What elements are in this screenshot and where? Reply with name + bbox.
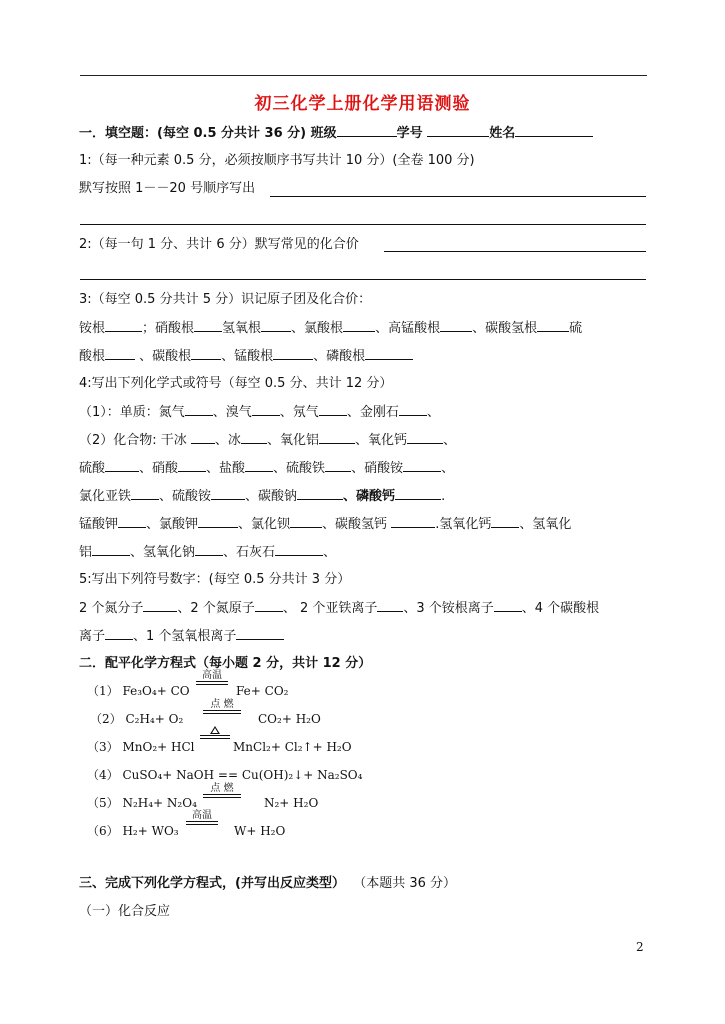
section3-subheading: （一）化合反应 [79,904,171,919]
q4-row-2 [79,431,456,450]
text-segment: 氢氧根 [222,321,262,336]
answer-blank[interactable] [537,319,569,332]
text-segment: N₂H₄+ N₂O₄ [122,796,197,810]
q1-prompt: 默写按照 1－－20 号顺序写出 [79,181,256,196]
text-segment: （2） [90,712,122,726]
text-segment: 、硫酸铁 [273,461,326,476]
answer-blank[interactable] [105,347,135,360]
text-segment: CO₂+ H₂O [258,712,321,726]
answer-blank[interactable] [319,431,355,444]
text-segment: 铵根 [79,321,106,336]
answer-blank[interactable] [407,431,443,444]
text-segment: 、氧化铝 [266,433,319,448]
q2-answer-line-2[interactable] [80,279,646,280]
answer-blank[interactable] [143,599,177,612]
q4-row-3 [79,459,454,478]
answer-blank[interactable] [131,487,159,500]
answer-blank[interactable] [365,347,413,360]
q4-row-6 [79,543,336,562]
text-segment: 、 2 个亚铁离子 [282,601,378,616]
text-segment: Fe₃O₄+ CO [122,684,190,698]
q4-row-4 [79,487,445,506]
equation-2 [90,710,183,728]
text-segment: （5） [87,796,119,810]
text-segment: （本题共 36 分） [353,876,457,891]
text-segment: 、 [426,405,440,420]
equation-1 [87,682,190,700]
text-segment: （1）：单质：氮气 [79,405,185,420]
class-blank[interactable] [337,124,397,137]
text-segment: 、氢氧化钠 [130,545,196,560]
text-segment: 、 [442,433,456,448]
text-segment: 一．填空题：(每空 0.5 分共计 36 分) 班级 [79,126,337,141]
text-segment: 、盐酸 [206,461,246,476]
equation-4 [87,766,362,784]
answer-blank[interactable] [185,403,213,416]
answer-blank[interactable] [297,487,343,500]
text-segment: . [441,489,446,504]
answer-blank[interactable] [191,431,215,444]
q3-instruction: 3:（每空 0.5 分共计 5 分）识记原子团及化合价： [79,292,372,307]
text-segment: 、4 个碳酸根 [521,601,600,616]
q5-row-1 [79,599,599,618]
text-segment: 、 [441,461,455,476]
answer-blank[interactable] [275,543,323,556]
answer-blank[interactable] [319,403,347,416]
section2-heading: 二．配平化学方程式（每小题 2 分，共计 12 分） [79,656,372,671]
text-segment: CuSO₄+ NaOH == Cu(OH)₂↓+ Na₂SO₄ [122,768,363,782]
text-segment: H₂+ WO₃ [122,824,179,838]
answer-blank[interactable] [399,403,427,416]
q5-row-2 [79,627,284,646]
answer-blank[interactable] [395,487,441,500]
text-segment: 、氢氧化 [519,517,572,532]
page-title: 初三化学上册化学用语测验 [254,94,471,114]
heat-triangle-icon [210,726,220,734]
text-segment: 、硝酸 [139,461,179,476]
text-segment: MnO₂+ HCl [122,740,195,754]
condition-heat-3 [200,726,230,739]
text-segment: 锰酸钾 [79,517,119,532]
student-id-blank[interactable] [427,124,489,137]
text-segment: 、溴气 [212,405,252,420]
section3-heading [79,875,456,893]
text-segment: 姓名 [489,126,516,141]
answer-blank[interactable] [211,487,245,500]
text-segment: 、2 个氮原子 [177,601,255,616]
answer-blank[interactable] [245,459,273,472]
text-segment: 、金刚石 [346,405,399,420]
text-segment: 高温 [202,670,222,681]
answer-blank[interactable] [92,543,130,556]
answer-blank[interactable] [491,515,519,528]
text-segment: 酸根 [79,349,106,364]
name-blank[interactable] [515,124,593,137]
text-segment: 、锰酸根 [221,349,274,364]
text-segment: （6） [87,824,119,838]
answer-blank[interactable] [343,319,375,332]
text-segment: （1） [87,684,119,698]
text-segment: 、高锰酸根 [375,321,441,336]
text-segment: 、硝酸铵 [351,461,404,476]
q3-row-2 [79,347,413,366]
equation-3 [87,738,195,756]
text-segment: 、硫酸铵 [159,489,212,504]
answer-blank[interactable] [241,431,267,444]
answer-blank[interactable] [105,627,133,640]
answer-blank[interactable] [105,319,142,332]
answer-blank[interactable] [377,599,403,612]
answer-blank[interactable] [325,459,351,472]
text-segment: 点 燃 [210,699,234,710]
text-segment: 高温 [192,810,212,821]
condition-ignite-5 [203,783,241,798]
answer-blank[interactable] [195,543,223,556]
text-segment: 三、完成下列化学方程式，(并写出反应类型） [79,876,345,891]
answer-blank[interactable] [494,599,522,612]
condition-high-temp-1 [196,670,228,685]
text-segment: 、 [323,545,337,560]
equation-6 [87,822,179,840]
text-segment: 硫 [569,321,583,336]
text-segment: 、磷酸根 [313,349,366,364]
text-segment: N₂+ H₂O [264,796,319,810]
text-segment: 、氯酸钾 [146,517,199,532]
text-segment: Fe+ CO₂ [236,684,289,698]
text-segment: 、氖气 [279,405,319,420]
page-number: 2 [636,940,644,954]
q3-row-1 [79,319,582,338]
text-segment: 、石灰石 [223,545,276,560]
text-segment: 、磷酸钙 [343,489,396,504]
top-rule [80,75,647,76]
q1-instruction: 1:（每一种元素 0.5 分，必须按顺序书写共计 10 分）(全卷 100 分) [79,153,475,168]
answer-blank[interactable] [236,627,284,640]
text-segment: ；硝酸根 [142,321,195,336]
text-segment: 铝 [79,545,93,560]
answer-blank[interactable] [391,515,435,528]
text-segment: 、氧化钙 [354,433,407,448]
answer-blank[interactable] [118,515,146,528]
text-segment: （4） [87,768,119,782]
text-segment: 、氯酸根 [291,321,344,336]
answer-blank[interactable] [290,515,322,528]
q2-prompt: 2:（每一句 1 分、共计 6 分）默写常见的化合价 [79,237,359,252]
text-segment: 点 燃 [210,783,234,794]
text-segment: 氯化亚铁 [79,489,132,504]
text-segment: W+ H₂O [234,824,286,838]
answer-blank[interactable] [178,459,206,472]
answer-blank[interactable] [273,347,313,360]
answer-blank[interactable] [105,459,139,472]
text-segment: C₂H₄+ O₂ [125,712,184,726]
answer-blank[interactable] [194,319,222,332]
condition-ignite-2 [203,699,241,714]
section1-heading [79,124,593,143]
text-segment: 、碳酸钠 [245,489,298,504]
q1-answer-line-1[interactable] [270,196,646,197]
answer-blank[interactable] [252,403,280,416]
text-segment: .氢氧化钙 [435,517,492,532]
q4-instruction: 4:写出下列化学式或符号（每空 0.5 分、共计 12 分） [79,376,393,391]
text-segment: 、3 个铵根离子 [403,601,494,616]
text-segment: （2）化合物: 干冰 [79,433,191,448]
text-segment: 、1 个氢氧根离子 [133,629,237,644]
text-segment: 、碳酸氢钙 [322,517,392,532]
text-segment: 学号 [396,126,423,141]
text-segment: 离子 [79,629,106,644]
text-segment: 、氯化钡 [238,517,291,532]
q4-row-5 [79,515,571,534]
text-segment: （3） [87,740,119,754]
text-segment: 、碳酸根 [135,349,192,364]
text-segment: 、冰 [214,433,241,448]
text-segment: 、碳酸氢根 [472,321,538,336]
q2-answer-line-1[interactable] [384,251,646,252]
answer-blank[interactable] [191,347,221,360]
q1-answer-line-2[interactable] [80,224,646,225]
answer-blank[interactable] [261,319,291,332]
condition-high-temp-6 [186,810,218,825]
text-segment: MnCl₂+ Cl₂↑+ H₂O [233,740,352,754]
answer-blank[interactable] [198,515,238,528]
answer-blank[interactable] [255,599,283,612]
answer-blank[interactable] [440,319,472,332]
answer-blank[interactable] [403,459,441,472]
q5-instruction: 5:写出下列符号数字：(每空 0.5 分共计 3 分） [79,572,351,587]
q4-row-1 [79,403,440,422]
text-segment: 硫酸 [79,461,106,476]
equation-5 [87,794,197,812]
text-segment: 2 个氮分子 [79,601,144,616]
